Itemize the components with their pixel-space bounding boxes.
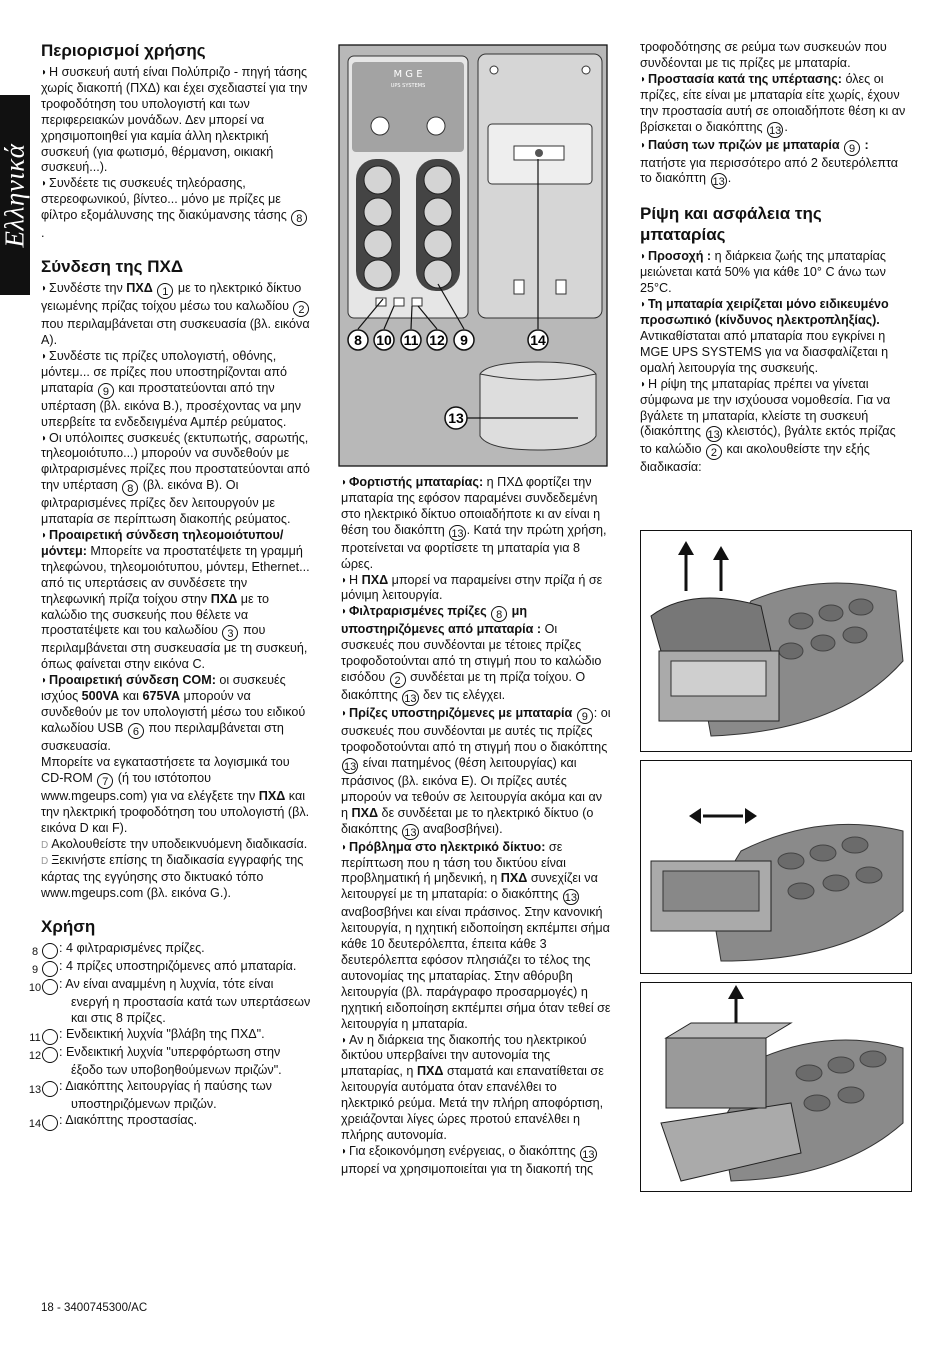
ref-badge: 7 bbox=[97, 773, 113, 789]
page-footer: 18 - 3400745300/AC bbox=[41, 1302, 148, 1314]
ref-badge: 9 bbox=[577, 708, 593, 724]
list-item: 11 : Ενδεικτική λυχνία "βλάβη της ΠΧΔ". bbox=[29, 1026, 265, 1044]
paragraph: τροφοδότησης σε ρεύμα των συσκευών που συνδέονται με τις πρίζες με μπαταρία. bbox=[640, 40, 887, 70]
paragraph: D Ακολουθείστε την υποδεικνυόμενη διαδικασία. bbox=[41, 837, 311, 854]
paragraph: ◗ Η ρίψη της μπαταρίας πρέπει να γίνεται σύμφωνα με την ισχύουσα νομοθεσία. Για να βγάλετε τη μπαταρία, κλείστε τη συσκευή (διακόπτης 13 κλειστός), βγάλτε εκτός πρίζας το καλώδιο 2 και ακολουθείστε την εξής διαδικασία: bbox=[640, 377, 910, 477]
list-item: 13 : Διακόπτης λειτουργίας ή παύσης των υποστηριζόμενων πριζών. bbox=[28, 1078, 272, 1111]
ups-diagram bbox=[338, 44, 608, 467]
list-item: 10 : Αν είναι αναμμένη η λυχνία, τότε είναι ενεργή η προστασία κατά των υπερτάσεων και στις 8 πρίζες. bbox=[28, 977, 311, 1026]
ref-badge: 13 bbox=[342, 758, 358, 774]
column-3 bbox=[640, 40, 910, 476]
ref-badge: 13 bbox=[711, 173, 727, 189]
list-item: 8 : 4 φιλτραρισμένες πρίζες. bbox=[31, 941, 205, 959]
ref-badge: 2 bbox=[390, 672, 406, 688]
ref-badge: 2 bbox=[293, 301, 309, 317]
heading-usage-restrictions: Περιορισμοί χρήσης bbox=[41, 41, 206, 60]
ref-badge: 13 bbox=[402, 824, 418, 840]
language-label: Ελληνικά bbox=[0, 143, 30, 247]
column-1 bbox=[28, 40, 311, 1131]
shield-icon bbox=[427, 117, 445, 135]
callout-12: 12 bbox=[429, 332, 445, 348]
paragraph: ◗ Προστασία κατά της υπέρτασης: όλες οι πρίζες, είτε είναι με μπαταρία είτε χωρίς, έχουν την προστασία αυτή σε οποιαδήποτε θέση κι αν βρίσκεται ο διακόπτης 13 . bbox=[640, 72, 910, 138]
heading-usage: Χρήση bbox=[41, 917, 96, 937]
battery-photo-3 bbox=[640, 982, 912, 1192]
ref-badge: 13 bbox=[563, 889, 579, 905]
paragraph: ◗ Φορτιστής μπαταρίας: η ΠΧΔ φορτίζει την μπαταρία της εφόσον παραμένει συνδεδεμένη στο ηλεκτρικό δίκτυο οποιαδήποτε κι αν είναι η θέση του διακόπτη 13 . Κατά την πρώτη χρήση, προτείνεται να φορτίσετε τη μπαταρία για 8 ώρες. bbox=[341, 475, 611, 573]
ref-badge: 1 bbox=[157, 283, 173, 299]
language-side-tab bbox=[0, 95, 30, 295]
paragraph: ◗ Παύση των πριζών με μπαταρία 9 : πατήστε για περισσότερο από 2 δευτερόλεπτα το διακόπτη 13 . bbox=[640, 138, 910, 190]
paragraph: D Ξεκινήστε επίσης τη διαδικασία εγγραφής της κάρτας της εγγύησης στο δικτυακό τόπο www.mgeups.com (βλ. εικόνα G.). bbox=[41, 853, 311, 902]
paragraph: Μπορείτε να εγκαταστήσετε τα λογισμικά του CD-ROM 7 (ή του ιστότοπου www.mgeups.com) για να ελέγξετε την ΠΧΔ και την ηλεκτρική τροφοδότηση του υπολογιστή (βλ. εικόνα D και F). bbox=[41, 754, 310, 835]
paragraph: ◗ Για εξοικονόμηση ενέργειας, ο διακόπτης 13 μπορεί να χρησιμοποιείται για τη διακοπή της bbox=[341, 1144, 611, 1178]
column-2 bbox=[341, 475, 611, 1178]
ref-badge: 6 bbox=[128, 723, 144, 739]
ref-badge: 13 bbox=[580, 1146, 596, 1162]
callout-8: 8 bbox=[354, 332, 362, 348]
paragraph: ◗ Προαιρετική σύνδεση τηλεομοιότυπου/μόντεμ: Μπορείτε να προστατέψετε τη γραμμή τηλεφώνου, τηλεομοιότυπου, μόντεμ, Ethernet... από τις υπερτάσεις αν συνδέσετε την τηλεφωνική πρίζα τοίχου στην ΠΧΔ με το καλώδιο της συσκευής που θέλετε να προστατέψετε και του καλωδίου 3 που περιλαμβάνεται στη συσκευασία με τη συσκευή, όπως φαίνεται στην εικόνα C. bbox=[41, 528, 311, 673]
ref-badge: 8 bbox=[42, 943, 58, 959]
paragraph: ◗ Η ΠΧΔ μπορεί να παραμείνει στην πρίζα ή σε μόνιμη λειτουργία. bbox=[341, 573, 611, 605]
list-item: 14 : Διακόπτης προστασίας. bbox=[28, 1112, 198, 1130]
ref-badge: 11 bbox=[42, 1029, 58, 1045]
brand-sub: UPS SYSTEMS bbox=[390, 83, 426, 89]
ref-badge: 3 bbox=[222, 625, 238, 641]
paragraph: ◗ Συνδέστε τις πρίζες υπολογιστή, οθόνης, μόντεμ... σε πρίζες που υποστηρίζονται από μπαταρία 9 και προστατεύονται από την υπέρταση (βλ. εικόνα B.), προσέχοντας να μην υπερβείτε τα ενδεδειγμένα Αμπέρ ρεύματος. bbox=[41, 349, 311, 431]
ref-badge: 12 bbox=[42, 1047, 58, 1063]
ref-badge: 9 bbox=[98, 383, 114, 399]
paragraph: ◗ Πρίζες υποστηριζόμενες με μπαταρία 9 : οι συσκευές που συνδέονται με αυτές τις πρίζες τροφοδοτούνται από τη στιγμή που ο διακόπτης 13 είναι πατημένος (θέση λειτουργίας) και πράσινος (βλ. εικόνα E). Οι πρίζες αυτές μπορούν να τεθούν σε λειτουργία ακόμα και αν η ΠΧΔ δε συνδέεται με το ηλεκτρικό δίκτυο (ο διακόπτης 13 αναβοσβήνει). bbox=[341, 706, 611, 840]
callout-10: 10 bbox=[376, 332, 392, 348]
heading-ups-connection: Σύνδεση της ΠΧΔ bbox=[41, 257, 184, 277]
ref-badge: 8 bbox=[491, 606, 507, 622]
paragraph: ◗ Η συσκευή αυτή είναι Πολύπριζο - πηγή τάσης χωρίς διακοπή (ΠΧΔ) και έχει σχεδιαστεί για την τροφοδότηση του υπολογιστή και των περιφερειακών μονάδων. Δεν μπορεί να χρησιμοποιηθεί για καμία άλλη ηλεκτρική συσκευή (για φωτισμό, θέρμανση, οικιακή συσκευή...). bbox=[41, 65, 311, 176]
ref-badge: 13 bbox=[706, 426, 722, 442]
brand-logo: M G E bbox=[393, 69, 423, 80]
paragraph: ◗ Οι υπόλοιπες συσκευές (εκτυπωτής, σαρωτής, τηλεομοιότυπο...) μπορούν να συνδεθούν με φιλτραρισμένες πρίζες που προστατεύονται από την υπέρταση 8 (βλ. εικόνα B). Οι φιλτραρισμένες πρίζες δεν λειτουργούν με μπαταρία σε περίπτωση διακοπής ρεύματος. bbox=[41, 431, 311, 529]
usage-list bbox=[28, 941, 311, 1131]
paragraph: ◗ Φιλτραρισμένες πρίζες 8 μη υποστηριζόμενες από μπαταρία : Οι συσκευές που συνδέονται με τέτοιες πρίζες τροφοδοτούνται από τη στιγμή που το καλώδιο εισόδου 2 συνδέεται με τη πρίζα τοίχου. Ο διακόπτης 13 δεν τις ελέγχει. bbox=[341, 604, 611, 706]
ref-badge: 13 bbox=[449, 525, 465, 541]
callout-14: 14 bbox=[530, 332, 546, 348]
paragraph: ◗ Πρόβλημα στο ηλεκτρικό δίκτυο: σε περίπτωση που η τάση του δικτύου είναι προβληματική ή μηδενική, η ΠΧΔ συνεχίζει να λειτουργεί με τη μπαταρία: ο διακόπτης 13 αναβοσβήνει και είναι πράσινος. Στην κανονική λειτουργία, η ηχητική ειδοποίηση εκπέμπει σήμα κάθε 10 δευτερόλεπτα, έπειτα κάθε 3 δευτερόλεπτα εφόσον πλησιάζει το τέλος της αυτονομίας της μπαταρίας. Στην αθόρυβη λειτουργία (βλ. παράγραφο προσαρμογές) η ηχητική ειδοποίηση εκπέμπει σήμα όταν τεθεί σε λειτουργία η μπαταρία. bbox=[341, 840, 611, 1033]
battery-photo-1 bbox=[640, 530, 912, 752]
paragraph: ◗ Τη μπαταρία χειρίζεται μόνο ειδικευμένο προσωπικό (κίνδυνος ηλεκτροπληξίας). Αντικαθίσταται από μπαταρία που εγκρίνει η MGE UPS SYSTEMS για να διασφαλίζεται η ομαλή λειτουργία της συσκευής. bbox=[640, 297, 910, 377]
list-item: 12 : Ενδεικτική λυχνία "υπερφόρτωση στην έξοδο των υποβοηθούμενων πριζών". bbox=[28, 1044, 282, 1077]
ref-badge: 13 bbox=[42, 1081, 58, 1097]
paragraph: ◗ Προσοχή : η διάρκεια ζωής της μπαταρίας μειώνεται κατά 50% για κάθε 10° C άνω των 25°C. bbox=[640, 249, 910, 297]
heading-battery-disposal: Ρίψη και ασφάλεια της μπαταρίας bbox=[640, 204, 822, 245]
paragraph: ◗ Συνδέετε τις συσκευές τηλεόρασης, στερεοφωνικού, βίντεο... μόνο με πρίζες με φίλτρο εξομάλυνσης της διακύμανσης τάσης 8. bbox=[41, 176, 311, 242]
callout-13: 13 bbox=[448, 410, 464, 426]
battery-photo-2 bbox=[640, 760, 912, 974]
ref-badge: 13 bbox=[767, 122, 783, 138]
ref-badge: 9 bbox=[42, 961, 58, 977]
paragraph: ◗ Προαιρετική σύνδεση COM: οι συσκευές ισχύος 500VA και 675VA μπορούν να συνδεθούν με τον υπολογιστή μέσω του ειδικού καλωδίου USB 6 που περιλαμβάνεται στη συσκευασία. bbox=[41, 673, 311, 755]
ref-badge: 14 bbox=[42, 1115, 58, 1131]
ref-badge: 13 bbox=[402, 690, 418, 706]
paragraph: ◗ Συνδέστε την ΠΧΔ 1 με το ηλεκτρικό δίκτυο γειωμένης πρίζας τοίχου μέσω του καλωδίου 2 που περιλαμβάνεται στη συσκευασία (βλ. εικόνα A). bbox=[41, 281, 311, 349]
ref-badge: 9 bbox=[844, 140, 860, 156]
list-item: 9 : 4 πρίζες υποστηριζόμενες από μπαταρία. bbox=[31, 959, 297, 977]
paragraph: ◗ Αν η διάρκεια της διακοπής του ηλεκτρικού δικτύου υπερβαίνει την αυτονομία της μπαταρίας, η ΠΧΔ σταματά και επανατίθεται σε λειτουργία αυτόματα όταν επανέλθει το ηλεκτρικό ρεύμα. Μετά την πλήρη αποφόρτιση, χρειάζονται λίγες ώρες προτού επανέλθει η πλήρης αυτονομία. bbox=[341, 1033, 611, 1144]
shield-icon bbox=[371, 117, 389, 135]
ref-badge: 10 bbox=[42, 979, 58, 995]
callout-9: 9 bbox=[460, 332, 468, 348]
ref-badge: 8 bbox=[291, 210, 307, 226]
callout-11: 11 bbox=[403, 332, 419, 348]
ref-badge: 2 bbox=[706, 444, 722, 460]
ref-badge: 8 bbox=[122, 480, 138, 496]
